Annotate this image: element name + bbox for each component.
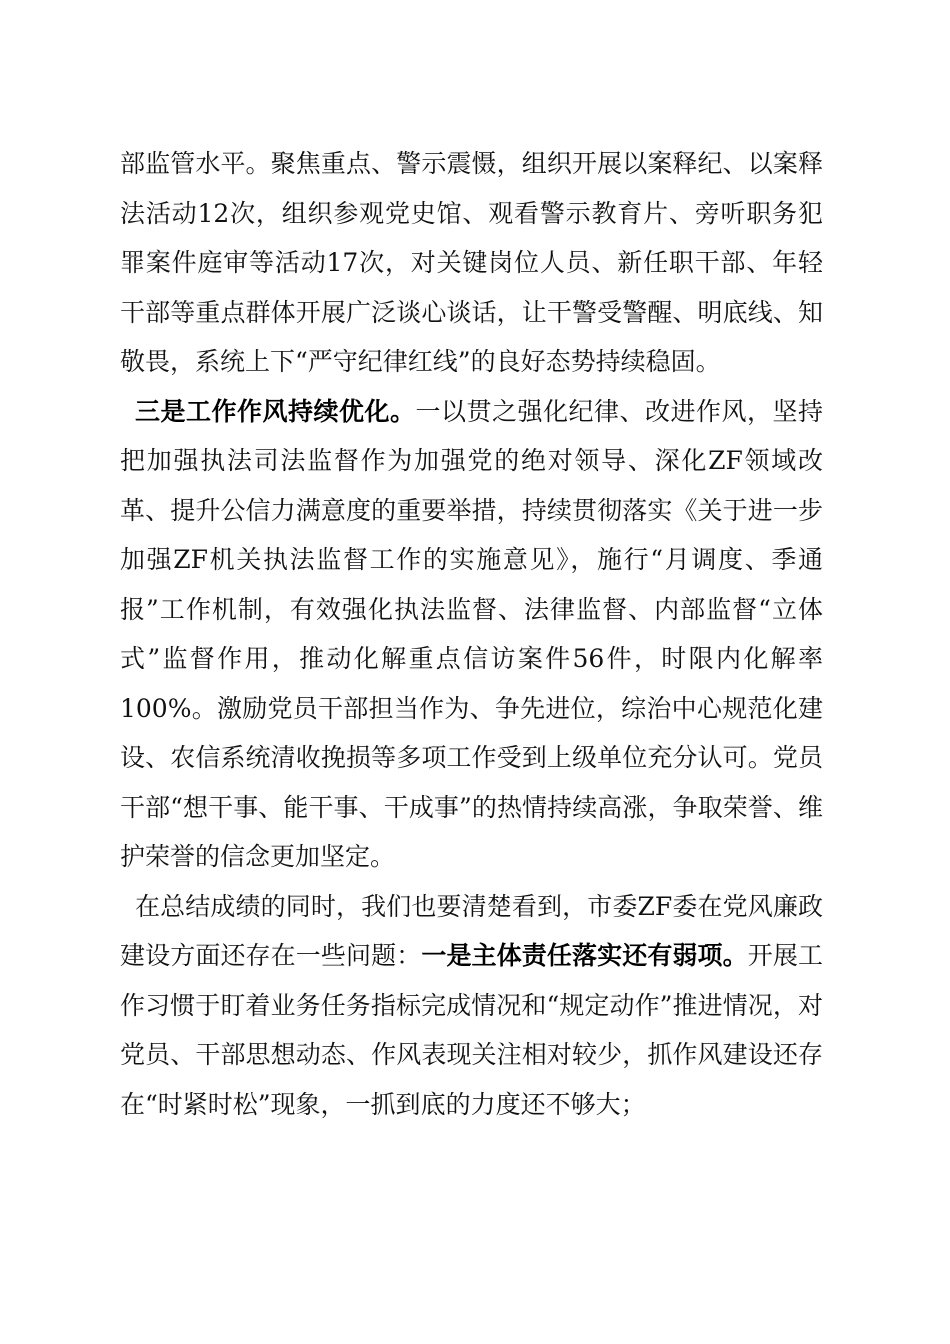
paragraph-intro-text: 在总结成绩的同时，我们也要清楚看到，市委ZF委在党风廉政建设方面还存在一些问题： xyxy=(120,891,823,970)
paragraph-heading: 一是主体责任落实还有弱项。 xyxy=(421,941,748,970)
paragraph-text: 部监管水平。聚焦重点、警示震慑，组织开展以案释纪、以案释法活动12次，组织参观党史馆、观看警示教育片、旁听职务犯罪案件庭审等活动17次，对关键岗位人员、新任职干部、年轻干部等重点群体开展广泛谈心谈话，让干警受警醒、明底线、知敬畏，系统上下“严守纪律红线”的良好态势持续稳固。 xyxy=(120,149,823,376)
paragraph-work-style xyxy=(120,387,823,882)
paragraph-problems xyxy=(120,882,823,1130)
paragraph-text: 一以贯之强化纪律、改进作风，坚持把加强执法司法监督作为加强党的绝对领导、深化ZF领域改革、提升公信力满意度的重要举措，持续贯彻落实《关于进一步加强ZF机关执法监督工作的实施意见》，施行“月调度、季通报”工作机制，有效强化执法监督、法律监督、内部监督“立体式”监督作用，推动化解重点信访案件56件，时限内化解率100%。激励党员干部担当作为、争先进位，综治中心规范化建设、农信系统清收挽损等多项工作受到上级单位充分认可。党员干部“想干事、能干事、干成事”的热情持续高涨，争取荣誉、维护荣誉的信念更加坚定。 xyxy=(120,396,823,871)
paragraph-text: 开展工作习惯于盯着业务任务指标完成情况和“规定动作”推进情况，对党员、干部思想动态、作风表现关注相对较少，抓作风建设还存在“时紧时松”现象，一抓到底的力度还不够大； xyxy=(120,941,823,1119)
document-body xyxy=(120,139,823,1129)
paragraph-supervision-warning xyxy=(120,139,823,387)
paragraph-heading: 三是工作作风持续优化。 xyxy=(135,396,416,426)
